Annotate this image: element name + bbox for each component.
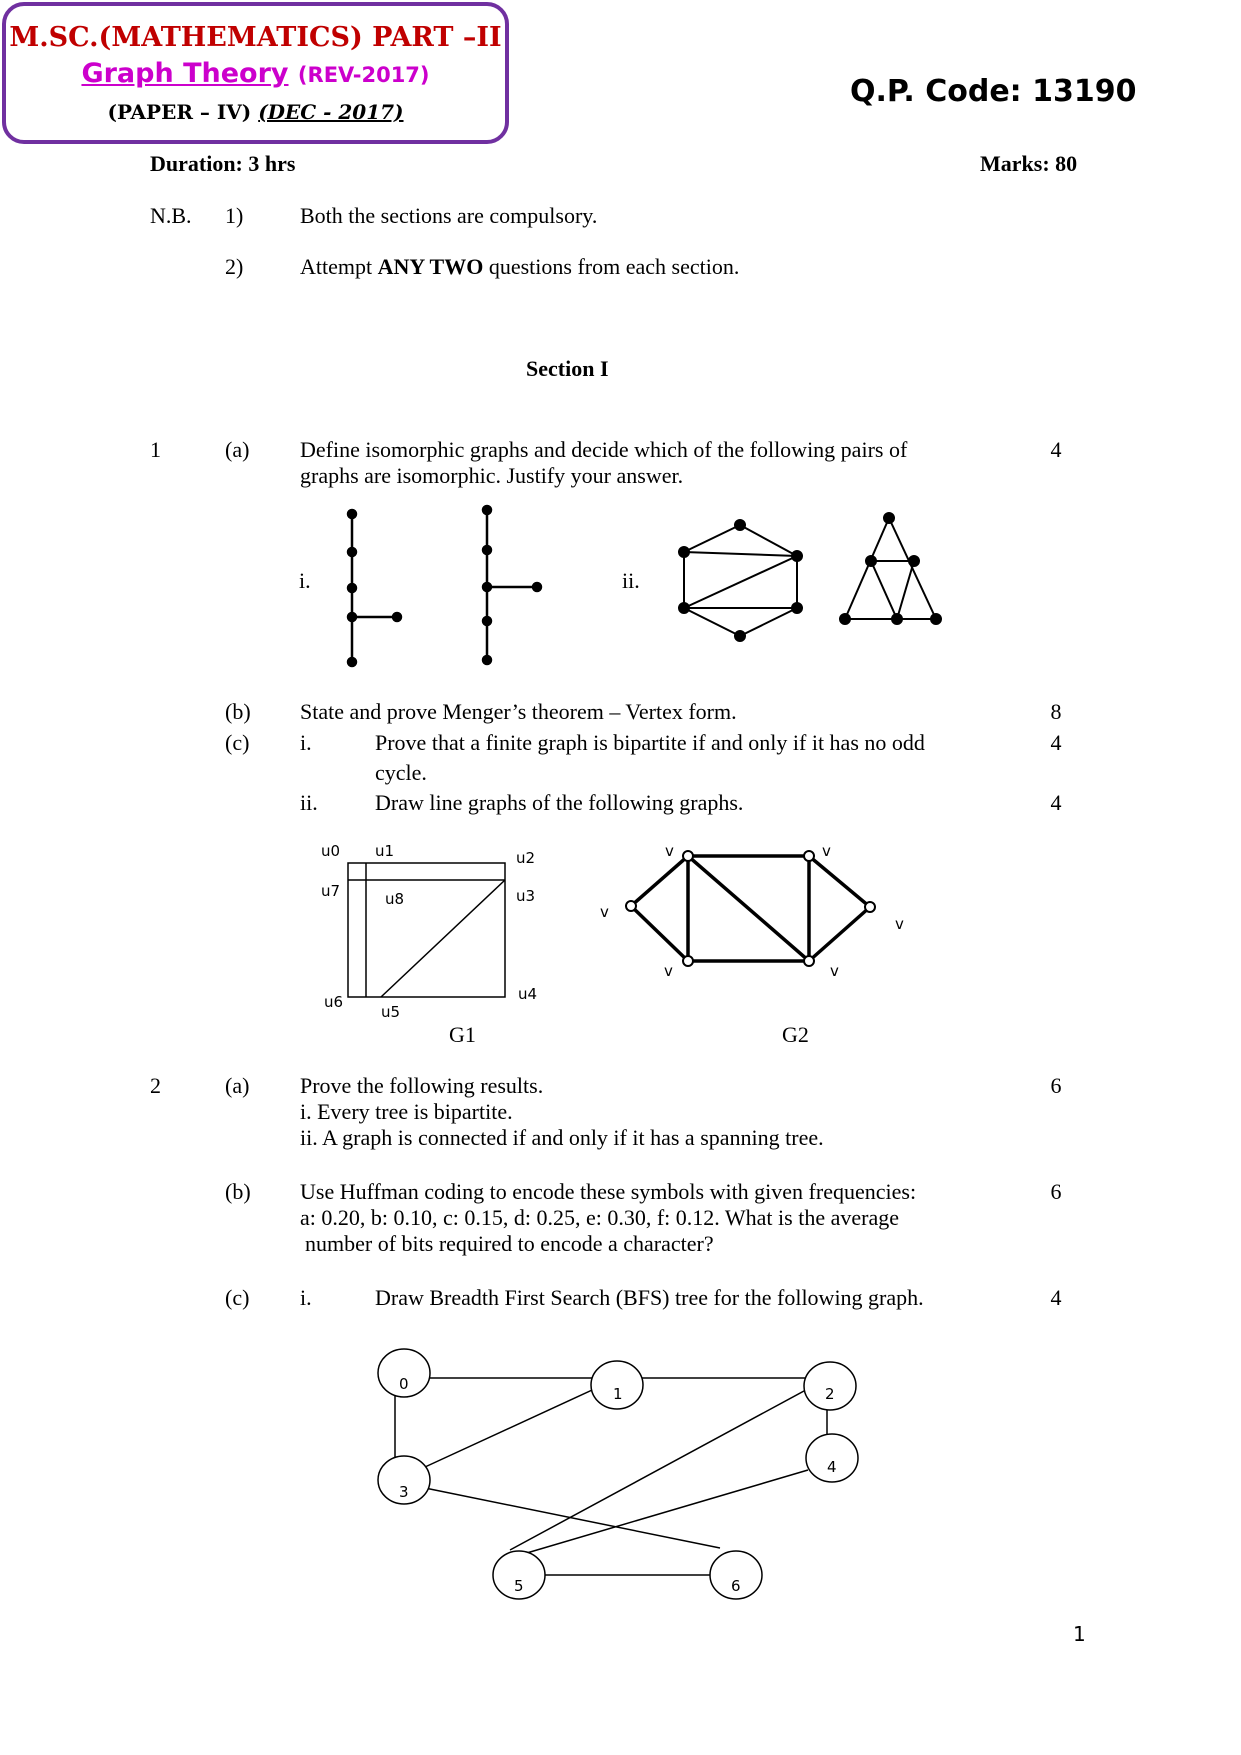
q2a-text-line3: ii. A graph is connected if and only if it has a spanning tree.: [300, 1125, 824, 1150]
program-title: M.SC.(MATHEMATICS) PART –II: [9, 22, 502, 53]
g1-label-u1: u1: [375, 842, 395, 860]
bfs-node-0: 0: [399, 1375, 409, 1393]
g2-graph: [631, 856, 870, 961]
q2b-marks: 6: [1050, 1179, 1062, 1204]
total-marks: Marks: 80: [980, 151, 1078, 176]
subject-name: Graph Theory: [81, 58, 289, 89]
q1c-i-text-line2: cycle.: [375, 760, 427, 785]
q2c-i-label: i.: [300, 1285, 312, 1310]
page-number: 1: [1073, 1622, 1086, 1646]
q2c-i-text: Draw Breadth First Search (BFS) tree for the following graph.: [375, 1285, 924, 1310]
bfs-node-6: 6: [731, 1577, 741, 1595]
note-2-text: Attempt ANY TWO questions from each section.: [300, 254, 740, 279]
q2b-label: (b): [225, 1179, 251, 1204]
g2-vertex-label: v: [895, 915, 904, 933]
q1c-ii-text: Draw line graphs of the following graphs.: [375, 790, 744, 815]
q2c-label: (c): [225, 1285, 250, 1310]
q1c-ii-marks: 4: [1050, 790, 1062, 815]
q1c-i-marks: 4: [1050, 730, 1062, 755]
fig-ii-triangle-graph: [840, 513, 941, 624]
g1-label-u7: u7: [321, 882, 341, 900]
q1a-marks: 4: [1050, 437, 1062, 462]
paper-number: (PAPER – IV): [107, 100, 252, 124]
g2-vertex-label: v: [665, 842, 674, 860]
q2-number: 2: [150, 1073, 161, 1098]
duration: Duration: 3 hrs: [150, 151, 296, 176]
q2c-marks: 4: [1050, 1285, 1062, 1310]
q1b-text: State and prove Menger’s theorem – Vertex form.: [300, 699, 737, 724]
g1-label-u0: u0: [321, 842, 341, 860]
q2b-text-line2: a: 0.20, b: 0.10, c: 0.15, d: 0.25, e: 0.30, f: 0.12. What is the average: [300, 1205, 899, 1230]
q1a-text-line1: Define isomorphic graphs and decide which of the following pairs of: [300, 437, 908, 462]
g1-label-u3: u3: [516, 887, 536, 905]
section-title: Section I: [526, 356, 609, 381]
revision: (REV-2017): [297, 63, 430, 87]
q1c-label: (c): [225, 730, 250, 755]
g1-label-u8: u8: [385, 890, 405, 908]
nb-label: N.B.: [150, 203, 192, 228]
q2b-text-line1: Use Huffman coding to encode these symbols with given frequencies:: [300, 1179, 917, 1204]
g2-vertex-label: v: [664, 962, 673, 980]
g1-label-u4: u4: [518, 985, 538, 1003]
g2-vertex-label: v: [822, 842, 831, 860]
g1-label-u6: u6: [324, 993, 344, 1011]
fig-i-tree-2: [483, 506, 541, 664]
fig-ii-label: ii.: [622, 568, 640, 593]
q1c-ii-label: ii.: [300, 790, 318, 815]
fig-ii-hexagon-graph: [679, 520, 802, 641]
q2a-marks: 6: [1050, 1073, 1062, 1098]
note-1-number: 1): [225, 203, 244, 228]
note-1-text: Both the sections are compulsory.: [300, 203, 598, 228]
q1c-i-text-line1: Prove that a finite graph is bipartite if and only if it has no odd: [375, 730, 925, 755]
g2-vertex-label: v: [830, 962, 839, 980]
q1-number: 1: [150, 437, 161, 462]
q1b-label: (b): [225, 699, 251, 724]
q2a-text-line2: i. Every tree is bipartite.: [300, 1099, 513, 1124]
q2b-text-line3: number of bits required to encode a character?: [305, 1231, 714, 1256]
q1c-i-label: i.: [300, 730, 312, 755]
qp-code: Q.P. Code: 13190: [850, 74, 1137, 109]
fig-i-label: i.: [299, 568, 311, 593]
q2a-label: (a): [225, 1073, 250, 1098]
g1-caption: G1: [449, 1022, 476, 1047]
g1-label-u2: u2: [516, 849, 536, 867]
q1a-label: (a): [225, 437, 250, 462]
fig-i-tree-1: [348, 510, 401, 666]
q1a-text-line2: graphs are isomorphic. Justify your answer.: [300, 463, 684, 488]
q2a-text-line1: Prove the following results.: [300, 1073, 544, 1098]
bfs-node-1: 1: [613, 1385, 623, 1403]
bfs-node-3: 3: [399, 1483, 409, 1501]
g1-label-u5: u5: [381, 1003, 401, 1021]
note-2-number: 2): [225, 254, 244, 279]
g2-caption: G2: [782, 1022, 809, 1047]
q1b-marks: 8: [1050, 699, 1062, 724]
bfs-node-2: 2: [825, 1385, 835, 1403]
g1-graph: [348, 863, 505, 997]
exam-session: (DEC - 2017): [258, 100, 404, 124]
bfs-node-4: 4: [827, 1458, 837, 1476]
g2-vertex-label: v: [600, 903, 609, 921]
bfs-node-5: 5: [514, 1577, 524, 1595]
